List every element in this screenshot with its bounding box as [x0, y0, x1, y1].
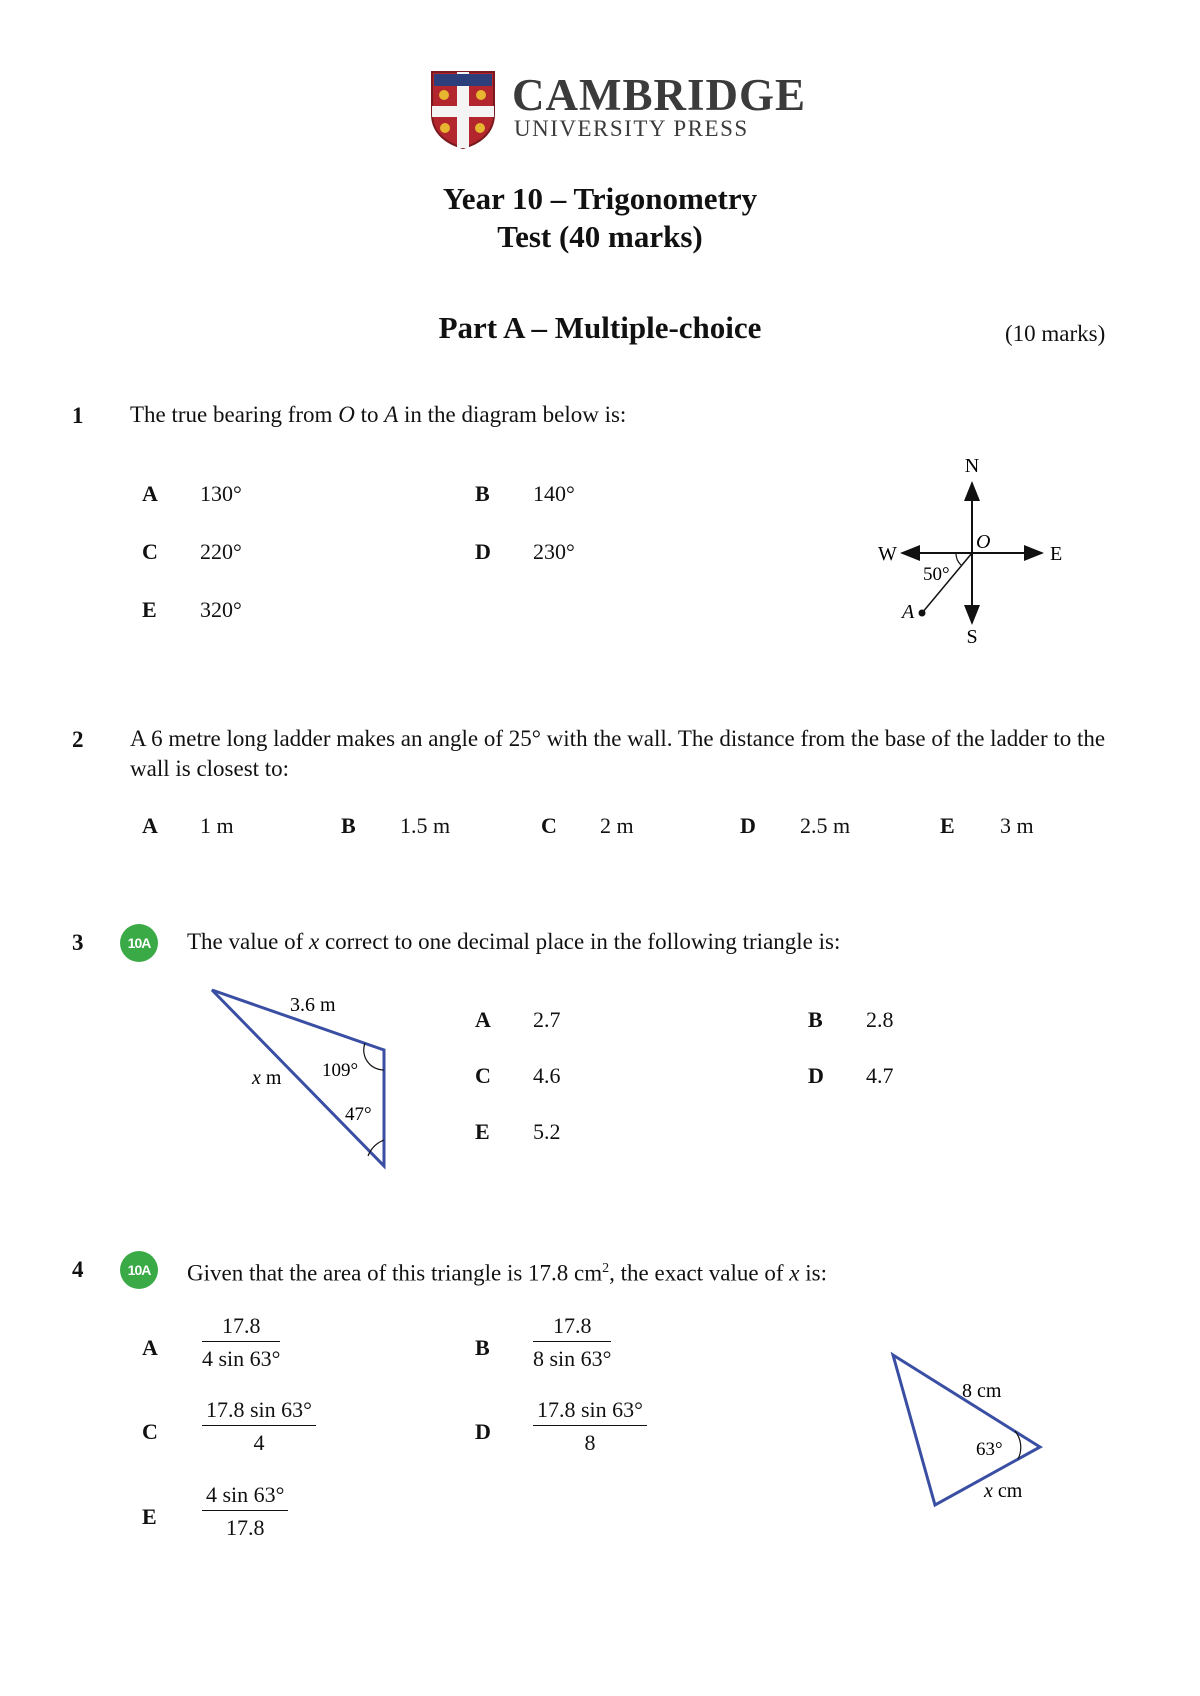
q2-option-c-value[interactable]: 2 m	[600, 813, 634, 838]
triangle-diagram-q3	[200, 980, 400, 1180]
angle-label-63: 63°	[976, 1439, 1003, 1460]
cambridge-shield-icon	[430, 70, 496, 150]
10a-badge: 10A	[120, 1251, 158, 1289]
question-1-number: 1	[72, 403, 84, 428]
question-2-text: A 6 metre long ladder makes an angle of 25° with the wall. The distance from the base of the ladder to the wall is closest to:	[130, 726, 1106, 781]
label-w: W	[878, 543, 897, 565]
angle-label-109: 109°	[322, 1060, 359, 1081]
q3-option-c-letter[interactable]: C	[475, 1063, 491, 1088]
q1-option-d-value[interactable]: 230°	[533, 539, 575, 564]
question-1-text: The true bearing from O to A in the diagram below is:	[130, 402, 627, 427]
q1-option-e-letter[interactable]: E	[142, 597, 157, 622]
triangle-q3	[212, 990, 384, 1166]
q3-option-c-value[interactable]: 4.6	[533, 1063, 561, 1088]
label-a: A	[902, 601, 915, 623]
q2-option-b-value[interactable]: 1.5 m	[400, 813, 451, 838]
q2-option-e-value[interactable]: 3 m	[1000, 813, 1034, 838]
test-title: Year 10 – Trigonometry	[442, 181, 758, 216]
q1-option-a-value[interactable]: 130°	[200, 481, 242, 506]
q4-option-c-letter[interactable]: C	[142, 1419, 158, 1444]
q3-option-a-letter[interactable]: A	[475, 1007, 491, 1032]
q1-option-b-value[interactable]: 140°	[533, 481, 575, 506]
q4-option-e-fraction[interactable]: $\frac{4 \sin 63^\circ}{17.8}$	[202, 1482, 288, 1541]
q1-option-c-value[interactable]: 220°	[200, 539, 242, 564]
question-3-number: 3	[72, 930, 84, 955]
q1-option-e-value[interactable]: 320°	[200, 597, 242, 622]
q2-option-a-value[interactable]: 1 m	[200, 813, 234, 838]
question-4-text: Given that the area of this triangle is 17.8 $cm^2$, the exact value of x is:	[187, 1260, 827, 1286]
q1-option-c-letter[interactable]: C	[142, 539, 158, 564]
triangle-diagram-q4	[880, 1345, 1080, 1515]
q2-option-b-letter[interactable]: B	[341, 813, 356, 838]
q3-option-d-letter[interactable]: D	[808, 1063, 824, 1088]
q3-option-e-value[interactable]: 5.2	[533, 1119, 561, 1144]
q4-option-a-letter[interactable]: A	[142, 1335, 158, 1360]
test-subtitle: Test (40 marks)	[497, 219, 703, 254]
brand-name: CAMBRIDGE	[512, 70, 807, 120]
side-label-x: x m	[252, 1067, 282, 1089]
label-n: N	[964, 455, 980, 477]
q4-option-d-fraction[interactable]: $\frac{17.8 \sin 63^\circ}{8}$	[533, 1397, 647, 1456]
q2-option-e-letter[interactable]: E	[940, 813, 955, 838]
q2-option-d-letter[interactable]: D	[740, 813, 756, 838]
angle-arc	[956, 553, 961, 565]
q3-option-d-value[interactable]: 4.7	[866, 1063, 894, 1088]
q4-option-c-fraction[interactable]: $\frac{17.8 \sin 63^\circ}{4}$	[202, 1397, 316, 1456]
q4-option-a-fraction[interactable]: $\frac{17.8}{4 \sin 63^\circ}$	[202, 1313, 281, 1371]
q2-option-a-letter[interactable]: A	[142, 813, 158, 838]
q4-option-e-letter[interactable]: E	[142, 1504, 157, 1529]
q4-option-b-fraction[interactable]: $\frac{17.8}{8 \sin 63^\circ}$	[533, 1313, 612, 1371]
q4-option-b-letter[interactable]: B	[475, 1335, 490, 1360]
q3-option-e-letter[interactable]: E	[475, 1119, 490, 1144]
10a-badge: 10A	[120, 924, 158, 962]
side-label-x: x cm	[984, 1480, 1023, 1502]
q3-option-a-value[interactable]: 2.7	[533, 1007, 561, 1032]
section-marks: (10 marks)	[1005, 321, 1106, 346]
question-4-number: 4	[72, 1257, 84, 1282]
compass-diagram	[860, 450, 1070, 650]
q1-option-a-letter[interactable]: A	[142, 481, 158, 506]
label-s: S	[966, 626, 978, 648]
point-a-dot	[919, 610, 926, 617]
label-o: O	[976, 531, 991, 553]
q3-option-b-letter[interactable]: B	[808, 1007, 823, 1032]
q3-option-b-value[interactable]: 2.8	[866, 1007, 894, 1032]
q2-option-c-letter[interactable]: C	[541, 813, 557, 838]
side-label-top: 3.6 m	[290, 994, 336, 1016]
section-title: Part A – Multiple-choice	[438, 310, 762, 345]
question-3-text: The value of x correct to one decimal place in the following triangle is:	[187, 929, 841, 954]
q1-option-d-letter[interactable]: D	[475, 539, 491, 564]
publisher-logo	[430, 70, 807, 150]
question-2-number: 2	[72, 727, 84, 752]
q2-option-d-value[interactable]: 2.5 m	[800, 813, 851, 838]
brand-subtitle: UNIVERSITY PRESS	[514, 116, 749, 141]
q1-option-b-letter[interactable]: B	[475, 481, 490, 506]
label-e: E	[1050, 543, 1063, 565]
side-label-8cm: 8 cm	[962, 1380, 1002, 1402]
angle-label-47: 47°	[345, 1104, 372, 1125]
q4-option-d-letter[interactable]: D	[475, 1419, 491, 1444]
angle-label: 50°	[923, 564, 950, 585]
